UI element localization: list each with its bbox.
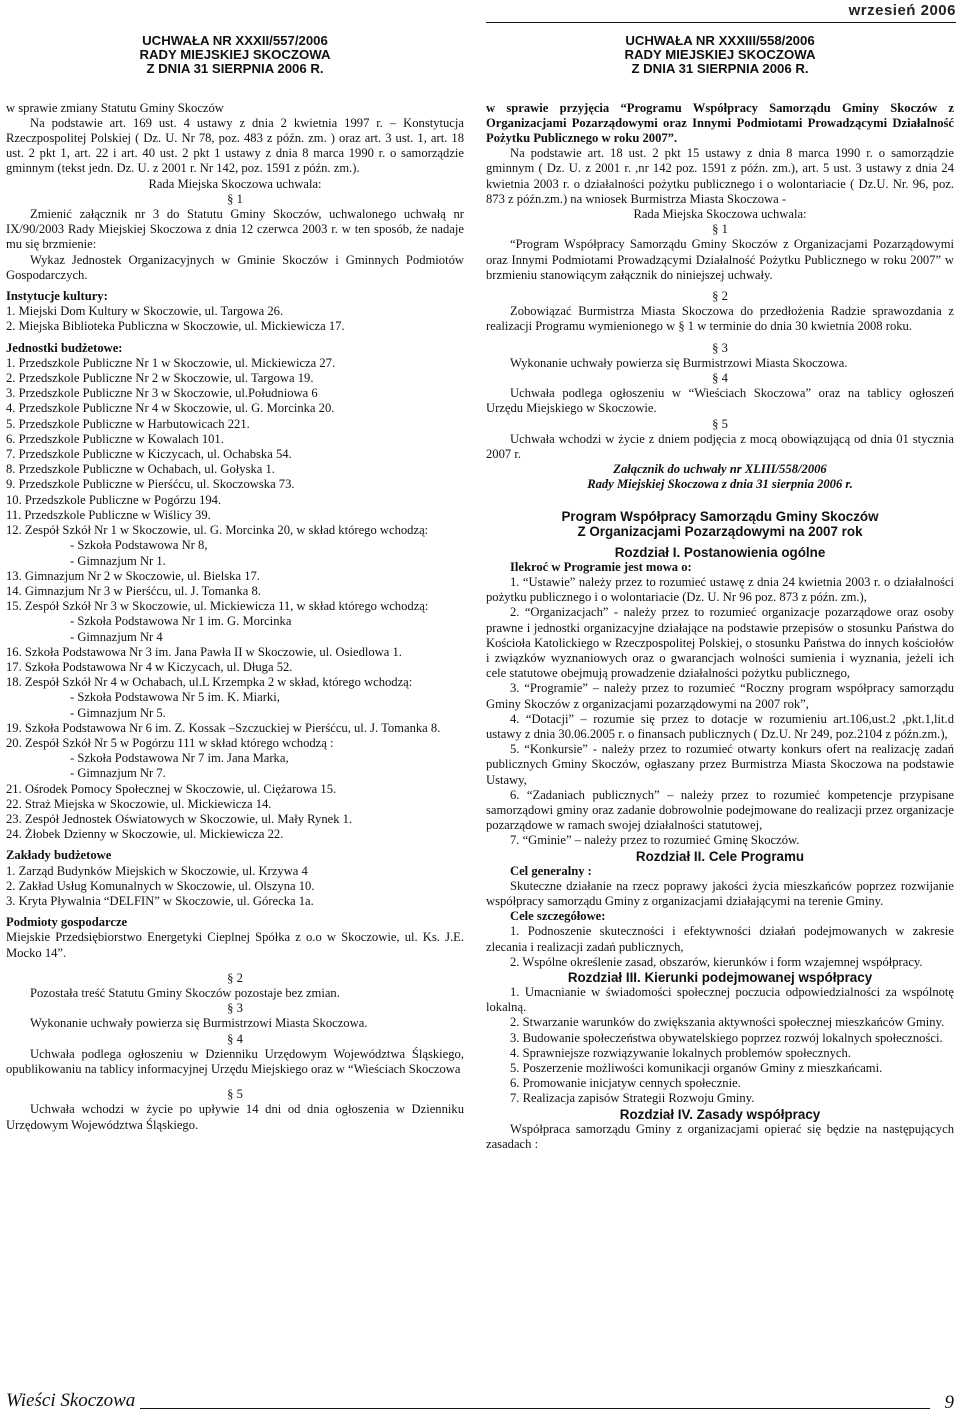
list-item: 13. Gimnazjum Nr 2 w Skoczowie, ul. Bielska 17. <box>6 568 260 583</box>
paragraph-4-text: Uchwała podlega ogłoszeniu w Dzienniku Urzędowym Województwa Śląskiego, opublikowaniu na tablicy informacyjnej Urzędu Miejskiego oraz w “Wieściach Skoczowa <box>6 1046 464 1076</box>
program-title: Program Współpracy Samorządu Gminy Skoczów <box>561 508 879 524</box>
list-item: 21. Ośrodek Pomocy Społecznej w Skoczowie, ul. Ciężarowa 15. <box>6 781 337 796</box>
list-subitem: - Gimnazjum Nr 1. <box>70 553 166 568</box>
paragraph-1-text: Zmienić załącznik nr 3 do Statutu Gminy Skoczów, uchwalonego uchwałą nr IX/90/2003 Rady Miejskiej Skoczowa z dnia 12 czerwca 2003 r. w ten sposób, że nadaje mu się brzmienie: <box>6 207 464 252</box>
list-subitem: - Gimnazjum Nr 5. <box>70 705 166 720</box>
list-item: 1. Zarząd Budynków Miejskich w Skoczowie, ul. Krzywa 4 <box>6 863 308 878</box>
direction-item: 1. Umacnianie w świadomości społecznej poczucia odpowiedzialności za wspólnotę lokalną. <box>486 984 954 1015</box>
paragraph-5-mark: § 5 <box>712 416 728 431</box>
direction-item: 5. Poszerzenie możliwości komunikacji organów Gminy z mieszkańcami. <box>510 1060 883 1075</box>
paragraph-3-text: Wykonanie uchwały powierza się Burmistrzowi Miasta Skoczowa. <box>30 1016 368 1031</box>
issue-date: wrzesień 2006 <box>848 2 956 19</box>
legal-basis: Na podstawie art. 169 ust. 4 ustawy z dnia 2 kwietnia 1997 r. – Konstytucja Rzeczpospolitej Polskiej ( Dz. U. Nr 78, poz. 483 z późn. zm. ) oraz art. 3 ust. 1, art. 18 ust. 2 pkt 1, art. 22 i art. 40 ust. 2 pkt 1 ustawy z dnia 8 marca 1990 r. o samorządzie gminnym (tekst jedn. Dz. U. z 2001 r. Nr 142, poz. 1591 z późn. zm.). <box>6 115 464 176</box>
annex-caption: Rady Miejskiej Skoczowa z dnia 31 sierpnia 2006 r. <box>587 477 853 492</box>
chapter-1-lead: Ilekroć w Programie jest mowa o: <box>510 559 692 574</box>
list-item: 17. Szkoła Podstawowa Nr 4 w Kiczycach, ul. Długa 52. <box>6 659 293 674</box>
list-item: 18. Zespół Szkół Nr 4 w Ochabach, ul.L Krzempka 2 w skład, którego wchodzą: <box>6 675 413 690</box>
definition-item: 7. “Gminie” – należy przez to rozumieć Gminę Skoczów. <box>510 833 800 848</box>
paragraph-3-mark: § 3 <box>712 340 728 355</box>
footer-rule <box>140 1408 930 1409</box>
budget-units-heading: Jednostki budżetowe: <box>6 340 123 355</box>
list-subitem: - Gimnazjum Nr 7. <box>70 766 166 781</box>
definition-item: 6. “Zadaniach publicznych” – należy przez to rozumieć kompetencje przypisane samorządowi gminy oraz zadanie dobrowolnie podejmowane do realizacji przez organizacje pozarządowe w ramach swojej działalności statutowej, <box>486 787 954 833</box>
list-item: 23. Zespół Jednostek Oświatowych w Skoczowie, ul. Mały Rynek 1. <box>6 811 353 826</box>
list-item: 19. Szkoła Podstawowa Nr 6 im. Z. Kossak –Szczuckiej w Pierśćcu, ul. J. Tomanka 8. <box>6 720 441 735</box>
paragraph-3-mark: § 3 <box>227 1001 243 1016</box>
list-item: 8. Przedszkole Publiczne w Ochabach, ul. Gołyska 1. <box>6 462 275 477</box>
culture-heading: Instytucje kultury: <box>6 289 108 304</box>
list-item: 5. Przedszkole Publiczne w Harbutowicach 221. <box>6 416 250 431</box>
paragraph-2-mark: § 2 <box>712 289 728 304</box>
list-item: 15. Zespół Szkół Nr 3 w Skoczowie, ul. Mickiewicza 11, w skład którego wchodzą: <box>6 599 429 614</box>
list-item: 4. Przedszkole Publiczne Nr 4 w Skoczowie, ul. G. Morcinka 20. <box>6 401 335 416</box>
chapter-1-heading: Rozdział I. Postanowienia ogólne <box>614 544 826 560</box>
direction-item: 2. Stwarzanie warunków do zwiększania aktywności społecznej mieszkańców Gminy. <box>510 1015 945 1030</box>
list-item: 7. Przedszkole Publiczne w Kiczycach, ul. Ochabska 54. <box>6 447 292 462</box>
list-subitem: - Szkoła Podstawowa Nr 1 im. G. Morcinka <box>70 614 292 629</box>
paragraph-1-mark: § 1 <box>227 191 243 206</box>
general-goal-heading: Cel generalny : <box>510 863 592 878</box>
list-item: 3. Przedszkole Publiczne Nr 3 w Skoczowie, ul.Południowa 6 <box>6 386 318 401</box>
list-subitem: - Szkoła Podstawowa Nr 7 im. Jana Marka, <box>70 751 289 766</box>
list-item: 2. Przedszkole Publiczne Nr 2 w Skoczowie, ul. Targowa 19. <box>6 371 314 386</box>
left-column <box>6 34 464 1133</box>
paragraph-4-mark: § 4 <box>712 371 728 386</box>
direction-item: 4. Sprawniejsze rozwiązywanie lokalnych problemów społecznych. <box>510 1045 851 1060</box>
specific-goal-item: 2. Wspólne określenie zasad, obszarów, kierunków i form wzajemnej współpracy. <box>510 954 923 969</box>
page-number: 9 <box>944 1392 954 1413</box>
list-item: 6. Przedszkole Publiczne w Kowalach 101. <box>6 431 224 446</box>
general-goal-text: Skuteczne działanie na rzecz poprawy jakości życia mieszkańców poprzez rozwijanie współpracy samorządu Gminy z organizacjami działającymi na terenie Gminy. <box>486 878 954 908</box>
list-subitem: - Gimnazjum Nr 4 <box>70 629 163 644</box>
program-title: Z Organizacjami Pozarządowymi na 2007 rok <box>577 523 863 539</box>
annex-title: Wykaz Jednostek Organizacyjnych w Gminie Skoczów i Gminnych Podmiotów Gospodarczych. <box>6 252 464 282</box>
business-entities-heading: Podmioty gospodarcze <box>6 915 128 930</box>
paragraph-1-text: “Program Współpracy Samorządu Gminy Skoczów z Organizacjami Pozarządowymi oraz Innymi Podmiotami Prowadzącymi Działalność Pożytku Publicznego w roku 2007” w brzmieniu stanowiącym załącznik do niniejszej uchwały. <box>486 237 954 282</box>
resolution-number: UCHWAŁA NR XXXII/557/2006 <box>142 33 328 48</box>
publication-title: Wieści Skoczowa <box>6 1390 136 1411</box>
resolution-date: Z DNIA 31 SIERPNIA 2006 R. <box>631 61 809 77</box>
council-resolves: Rada Miejska Skoczowa uchwala: <box>148 176 322 191</box>
list-item: Miejskie Przedsiębiorstwo Energetyki Cieplnej Spółka z o.o w Skoczowie, ul. Ks. J.E. Mocko 14”. <box>6 930 464 960</box>
list-item: 1. Miejski Dom Kultury w Skoczowie, ul. Targowa 26. <box>6 304 284 319</box>
definition-item: 1. “Ustawie” należy przez to rozumieć ustawę z dnia 24 kwietnia 2003 r. o działalności pożytku publicznego i o wolontariacie (Dz. U. Nr 96 poz. 873 z późn. zm.), <box>486 574 954 605</box>
paragraph-2-text: Pozostała treść Statutu Gminy Skoczów pozostaje bez zmian. <box>30 985 340 1000</box>
resolution-subject: w sprawie przyjęcia “Programu Współpracy Samorządu Gminy Skoczów z Organizacjami Pozarządowymi oraz Innymi Podmiotami Prowadzącymi Działalność Pożytku Publicznego w roku 2007”. <box>486 100 954 146</box>
direction-item: 7. Realizacja zapisów Strategii Rozwoju Gminy. <box>510 1091 755 1106</box>
list-item: 24. Żłobek Dzienny w Skoczowie, ul. Mickiewicza 22. <box>6 827 284 842</box>
right-column <box>486 34 954 1152</box>
definition-item: 3. “Programie” – należy przez to rozumieć “Roczny program współpracy samorządu Gminy Skoczów z organizacjami pozarządowymi na 2007 rok”, <box>486 681 954 711</box>
paragraph-5-text: Uchwała wchodzi w życie z dniem podjęcia z mocą obowiązującą od dnia 01 stycznia 2007 r. <box>486 431 954 462</box>
list-item: 22. Straż Miejska w Skoczowie, ul. Mickiewicza 14. <box>6 796 272 811</box>
definition-item: 5. “Konkursie” - należy przez to rozumieć otwarty konkurs ofert na realizację zadań publicznych Gminy Skoczów, ogłaszany przez Burmistrza Miasta Skoczowa na podstawie Ustawy, <box>486 742 954 787</box>
direction-item: 3. Budowanie społeczeństwa obywatelskiego poprzez rozwój lokalnych społeczności. <box>510 1030 943 1045</box>
list-item: 9. Przedszkole Publiczne w Pierśćcu, ul. Skoczowska 73. <box>6 477 295 492</box>
annex-caption: Załącznik do uchwały nr XLIII/558/2006 <box>613 462 827 477</box>
chapter-4-heading: Rozdział IV. Zasady współpracy <box>619 1106 821 1122</box>
chapter-2-heading: Rozdział II. Cele Programu <box>635 848 805 864</box>
chapter-4-text: Współpraca samorządu Gminy z organizacjami opierać się będzie na następujących zasadach : <box>486 1121 954 1151</box>
legal-basis: Na podstawie art. 18 ust. 2 pkt 15 ustawy z dnia 8 marca 1990 r. o samorządzie gminnym ( Dz. U. z 2001 r. ,nr 142 poz. 1591 z późn. zm.), art. 5 ust. 3 ustawy z dnia 24 kwietnia 2003 r. o działalności pożytku publicznego i o wolontariacie ( Dz.U. Nr. 96, poz. 873 z późn.zm.) na wniosek Burmistrza Miasta Skoczowa - <box>486 146 954 206</box>
list-item: 14. Gimnazjum Nr 3 w Pierśćcu, ul. J. Tomanka 8. <box>6 583 261 598</box>
list-item: 1. Przedszkole Publiczne Nr 1 w Skoczowie, ul. Mickiewicza 27. <box>6 355 336 370</box>
paragraph-3-text: Wykonanie uchwały powierza się Burmistrzowi Miasta Skoczowa. <box>510 355 848 370</box>
paragraph-2-text: Zobowiązać Burmistrza Miasta Skoczowa do przedłożenia Radzie sprawozdania z realizacji Programu wymienionego w § 1 w terminie do dnia 30 kwietnia 2008 roku. <box>486 304 954 334</box>
list-item: 20. Zespół Szkół Nr 5 w Pogórzu 111 w skład którego wchodzą : <box>6 735 334 750</box>
resolution-subject: w sprawie zmiany Statutu Gminy Skoczów <box>6 100 224 115</box>
list-item: 3. Kryta Pływalnia “DELFIN” w Skoczowie, ul. Górecka 1a. <box>6 893 314 908</box>
paragraph-2-mark: § 2 <box>227 970 243 985</box>
resolution-date: Z DNIA 31 SIERPNIA 2006 R. <box>146 61 324 77</box>
council-resolves: Rada Miejska Skoczowa uchwala: <box>633 207 807 222</box>
list-subitem: - Szkoła Podstawowa Nr 5 im. K. Miarki, <box>70 690 280 705</box>
list-subitem: - Szkoła Podstawowa Nr 8, <box>70 538 208 553</box>
header-rule <box>486 22 956 23</box>
list-item: 16. Szkoła Podstawowa Nr 3 im. Jana Pawła II w Skoczowie, ul. Osiedlowa 1. <box>6 644 402 659</box>
resolution-council: RADY MIEJSKIEJ SKOCZOWA <box>624 47 816 63</box>
list-item: 11. Przedszkole Publiczne w Wiślicy 39. <box>6 507 211 522</box>
paragraph-4-mark: § 4 <box>227 1031 243 1046</box>
direction-item: 6. Promowanie inicjatyw cennych społecznie. <box>510 1076 741 1091</box>
paragraph-1-mark: § 1 <box>712 222 728 237</box>
resolution-number: UCHWAŁA NR XXXIII/558/2006 <box>625 33 815 48</box>
chapter-3-heading: Rozdział III. Kierunki podejmowanej współpracy <box>567 969 873 985</box>
paragraph-5-mark: § 5 <box>227 1087 243 1102</box>
list-item: 12. Zespół Szkół Nr 1 w Skoczowie, ul. G. Morcinka 20, w skład którego wchodzą: <box>6 523 429 538</box>
paragraph-5-text: Uchwała wchodzi w życie po upływie 14 dni od dnia ogłoszenia w Dzienniku Urzędowym Województwa Śląskiego. <box>6 1102 464 1132</box>
paragraph-4-text: Uchwała podlega ogłoszeniu w “Wieściach Skoczowa” oraz na tablicy ogłoszeń Urzędu Miejskiego w Skoczowie. <box>486 386 954 416</box>
list-item: 10. Przedszkole Publiczne w Pogórzu 194. <box>6 492 222 507</box>
list-item: 2. Zakład Usług Komunalnych w Skoczowie, ul. Olszyna 10. <box>6 878 315 893</box>
definition-item: 4. “Dotacji” – rozumie się przez to dotacje w rozumieniu art.106,ust.2 ,pkt.1,lit.d ustawy z dnia 30.06.2005 r. o finansach publicznych ( Dz.U. Nr 249, poz.2104 z późn.zm.), <box>486 711 954 741</box>
resolution-council: RADY MIEJSKIEJ SKOCZOWA <box>139 47 331 63</box>
specific-goals-heading: Cele szczegółowe: <box>510 909 606 924</box>
specific-goal-item: 1. Podnoszenie skuteczności i efektywności działań podejmowanych w zakresie zlecania i realizacji zadań publicznych, <box>486 924 954 954</box>
definition-item: 2. “Organizacjach” - należy przez to rozumieć organizacje pozarządowe oraz osoby prawne i jednostki organizacyjne działające na podstawie przepisów o stosunku Państwa do Kościoła Katolickiego w Rzeczpospolitej Polskiej, o stosunku Państwa do innych kościołów i związków wyznaniowych oraz o gwarancjach wolności sumienia i wyznania, jeżeli ich cele statutowe obejmują prowadzenie działalności pożytku publicznego, <box>486 605 954 681</box>
list-item: 2. Miejska Biblioteka Publiczna w Skoczowie, ul. Mickiewicza 17. <box>6 319 345 334</box>
budget-plants-heading: Zakłady budżetowe <box>6 848 112 863</box>
